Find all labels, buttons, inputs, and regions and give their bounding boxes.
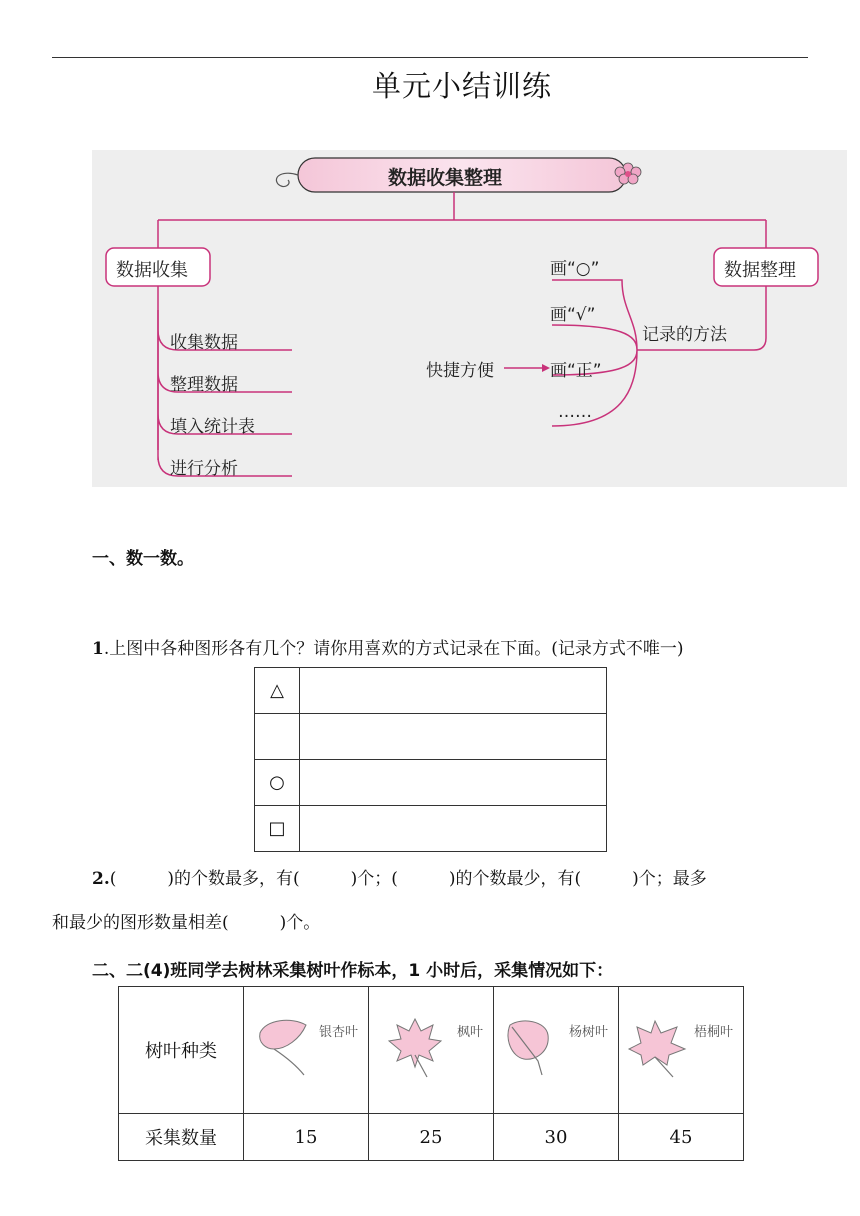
triangle-icon: △ <box>255 668 300 714</box>
method-item: 画“正” <box>550 361 602 381</box>
answer-cell[interactable] <box>300 760 607 806</box>
maple-leaf-icon <box>385 1015 455 1079</box>
leaf-name: 枫叶 <box>456 1025 483 1040</box>
method-label: 记录的方法 <box>642 325 727 345</box>
table-row <box>119 1114 744 1161</box>
right-branch-title: 数据整理 <box>724 260 796 281</box>
question-number: 2. <box>92 869 110 889</box>
count-cell: 45 <box>619 1114 744 1161</box>
ginkgo-leaf-icon <box>252 1015 322 1079</box>
mind-map-center-label: 数据收集整理 <box>388 167 503 189</box>
square-icon: □ <box>255 806 300 852</box>
answer-cell[interactable] <box>300 668 607 714</box>
question-number: 1 <box>92 639 104 659</box>
answer-cell[interactable] <box>300 714 607 760</box>
mind-map <box>92 150 847 487</box>
method-item: 画“○” <box>550 259 600 279</box>
count-cell: 25 <box>369 1114 494 1161</box>
row-header: 采集数量 <box>119 1114 244 1161</box>
left-item: 进行分析 <box>170 459 238 479</box>
method-note: 快捷方便 <box>426 361 494 381</box>
left-item: 填入统计表 <box>170 417 255 437</box>
method-item: 画“√” <box>550 305 596 325</box>
circle-icon: ○ <box>255 760 300 806</box>
section-heading: 一、数一数。 <box>92 549 194 569</box>
question-2-line-2: 和最少的图形数量相差( )个。 <box>52 913 321 933</box>
question-2-line-1 <box>92 864 707 889</box>
leaf-name: 银杏叶 <box>318 1025 358 1040</box>
row-header: 树叶种类 <box>119 987 244 1114</box>
table-row <box>255 714 607 760</box>
poplar-leaf-icon <box>502 1015 572 1079</box>
scroll-ornament-icon <box>276 173 298 186</box>
method-item: …… <box>558 402 592 422</box>
leaf-collection-table <box>118 986 744 1161</box>
leaf-name: 杨树叶 <box>568 1025 608 1040</box>
left-item: 整理数据 <box>170 375 238 395</box>
shape-count-table <box>254 667 607 852</box>
leaf-cell <box>369 987 494 1114</box>
leaf-cell <box>244 987 369 1114</box>
question-text: .上图中各种图形各有几个？请你用喜欢的方式记录在下面。(记录方式不唯一) <box>103 639 684 659</box>
count-cell: 15 <box>244 1114 369 1161</box>
question-text: ( )的个数最多，有( )个；( )的个数最少，有( )个；最多 <box>109 869 707 889</box>
section-heading: 二、二(4)班同学去树林采集树叶作标本，1 小时后，采集情况如下： <box>92 961 614 981</box>
left-branch-title: 数据收集 <box>116 260 188 281</box>
table-row <box>255 760 607 806</box>
leaf-cell <box>494 987 619 1114</box>
leaf-cell <box>619 987 744 1114</box>
left-item: 收集数据 <box>170 333 238 353</box>
table-row <box>119 987 744 1114</box>
shape-symbol <box>255 714 300 760</box>
header-rule <box>52 57 808 58</box>
table-row <box>255 806 607 852</box>
answer-cell[interactable] <box>300 806 607 852</box>
count-cell: 30 <box>494 1114 619 1161</box>
plane-tree-leaf-icon <box>627 1015 697 1079</box>
leaf-name: 梧桐叶 <box>693 1025 733 1040</box>
page-title: 单元小结训练 <box>371 69 552 103</box>
question-1 <box>92 634 684 659</box>
table-row <box>255 668 607 714</box>
